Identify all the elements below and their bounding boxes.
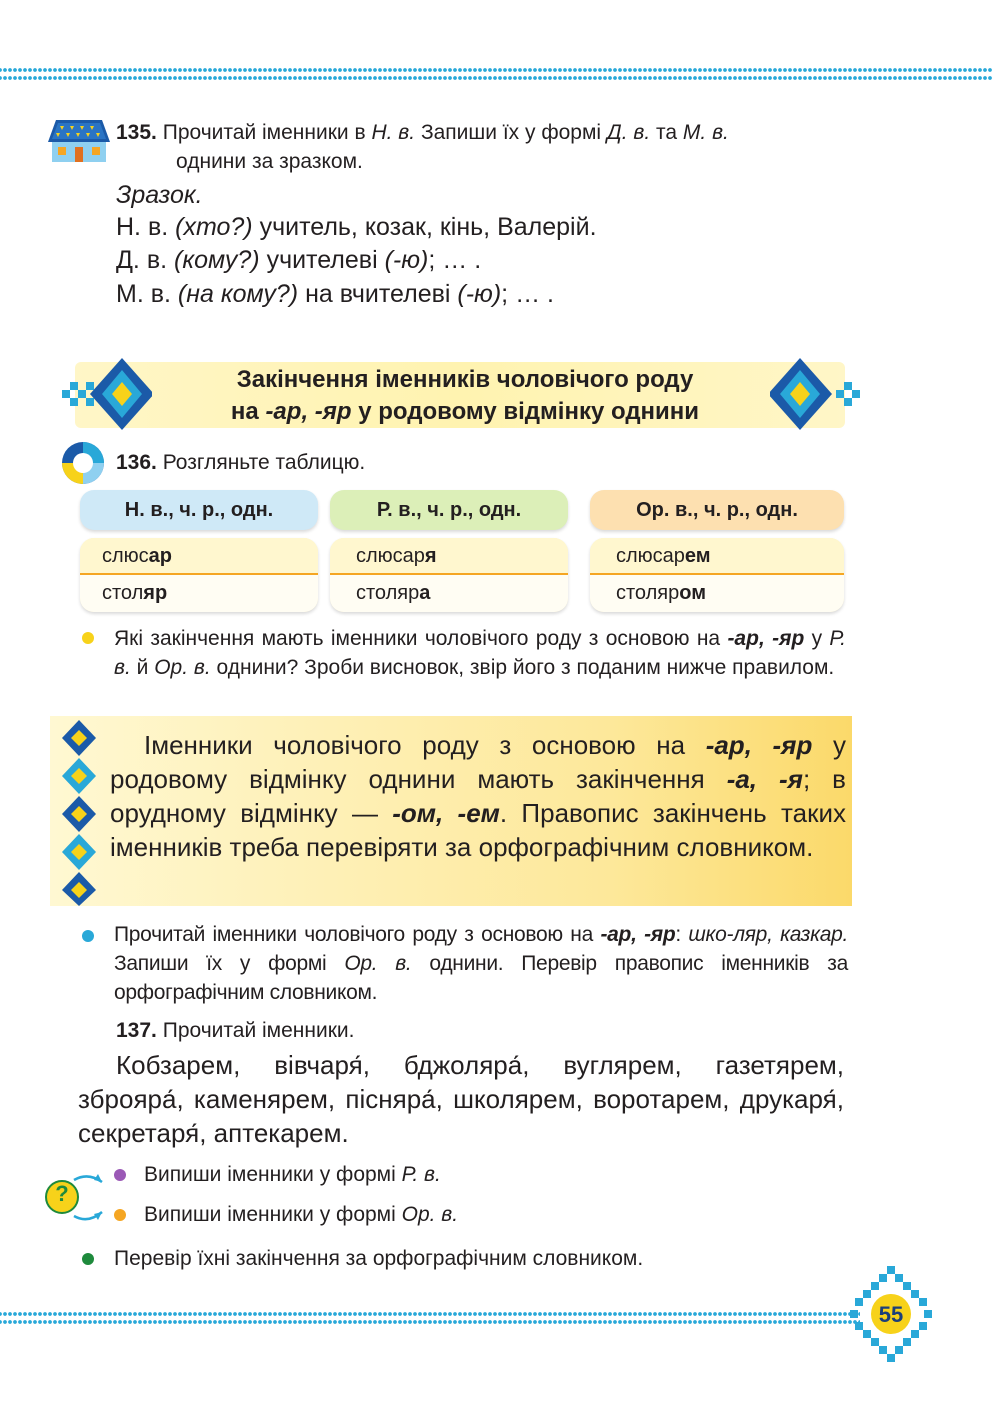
top-ornament-border [0,66,992,82]
exercise-136-question: Які закінчення мають іменники чоловічого роду з основою на -ар, -яр у Р. в. й Ор. в. однини? Зроби висновок, звір його з поданим нижче правилом. [114,627,846,679]
table-cell: столяр [80,575,318,612]
table-cell: слюсаря [330,538,568,575]
exercise-135-instruction-line2: однини за зразком. [176,150,363,173]
bullet-blue [82,930,94,942]
task-instrumental: Випиши іменники у формі Ор. в. [144,1203,459,1226]
table-cell: столяра [330,575,568,612]
exercise-137-words: Кобзарем, вівчаря́, бджоляра́, вуглярем, газетярем, зброяра́, каменярем, пісняра́, школярем, воротарем, друкаря́, секретаря́, аптекарем. [78,1050,844,1148]
exercise-135-instruction: 135. Прочитай іменники в Н. в. Запиши їх у формі Д. в. та М. в. [116,121,729,144]
table-column [80,490,318,612]
exercise-137-instruction: 137. Прочитай іменники. [116,1019,355,1042]
sample-locative-line: М. в. (на кому?) на вчителеві (-ю); … . [116,280,554,308]
table-cell: столяром [590,575,844,612]
table-cell: слюсарем [590,538,844,575]
column-body [590,538,844,612]
column-header: Ор. в., ч. р., одн. [590,490,844,530]
bullet-purple [114,1169,126,1181]
house-icon [48,118,110,164]
bottom-ornament-border [0,1310,860,1326]
ornament-icon [56,716,102,906]
sample-label: Зразок. [116,181,203,209]
question-icon: ? [55,1181,69,1206]
sample-dative-line: Д. в. (кому?) учителеві (-ю); … . [116,246,482,274]
column-header: Р. в., ч. р., одн. [330,490,568,530]
task-genitive: Випиши іменники у формі Р. в. [144,1163,441,1186]
column-body [80,538,318,612]
task-read-nouns: Прочитай іменники чоловічого роду з основою на -ар, -яр: шко-ляр, казкар. Запиши їх у формі Ор. в. однини. Перевір правопис іменників за орфографічним словником. [114,923,848,1004]
bullet-yellow [82,632,94,644]
page-number: 55 [878,1302,904,1327]
column-header: Н. в., ч. р., одн. [80,490,318,530]
exercise-136-instruction: 136. Розгляньте таблицю. [116,451,366,474]
task-check-endings: Перевір їхні закінчення за орфографічним словником. [114,1247,644,1270]
bullet-orange [114,1209,126,1221]
table-cell: слюсар [80,538,318,575]
circle-segments-icon [60,440,106,486]
table-column [590,490,844,612]
column-body [330,538,568,612]
exercise-number: 135. [116,121,157,144]
table-column [330,490,568,612]
rule-text: Іменники чоловічого роду з основою на -ар, -яр у родовому відмінку однини мають закінчення -а, -я; в орудному відмінку — -ом, -ем. Правопис закінчень таких іменників треба перевіряти за орфографічним словником. [110,730,846,862]
sample-nominative-line: Н. в. (хто?) учитель, козак, кінь, Валерій. [116,213,597,241]
section-heading: Закінчення іменників чоловічого роду на -ар, -яр у родовому відмінку однини [230,366,700,425]
bullet-green [82,1253,94,1265]
